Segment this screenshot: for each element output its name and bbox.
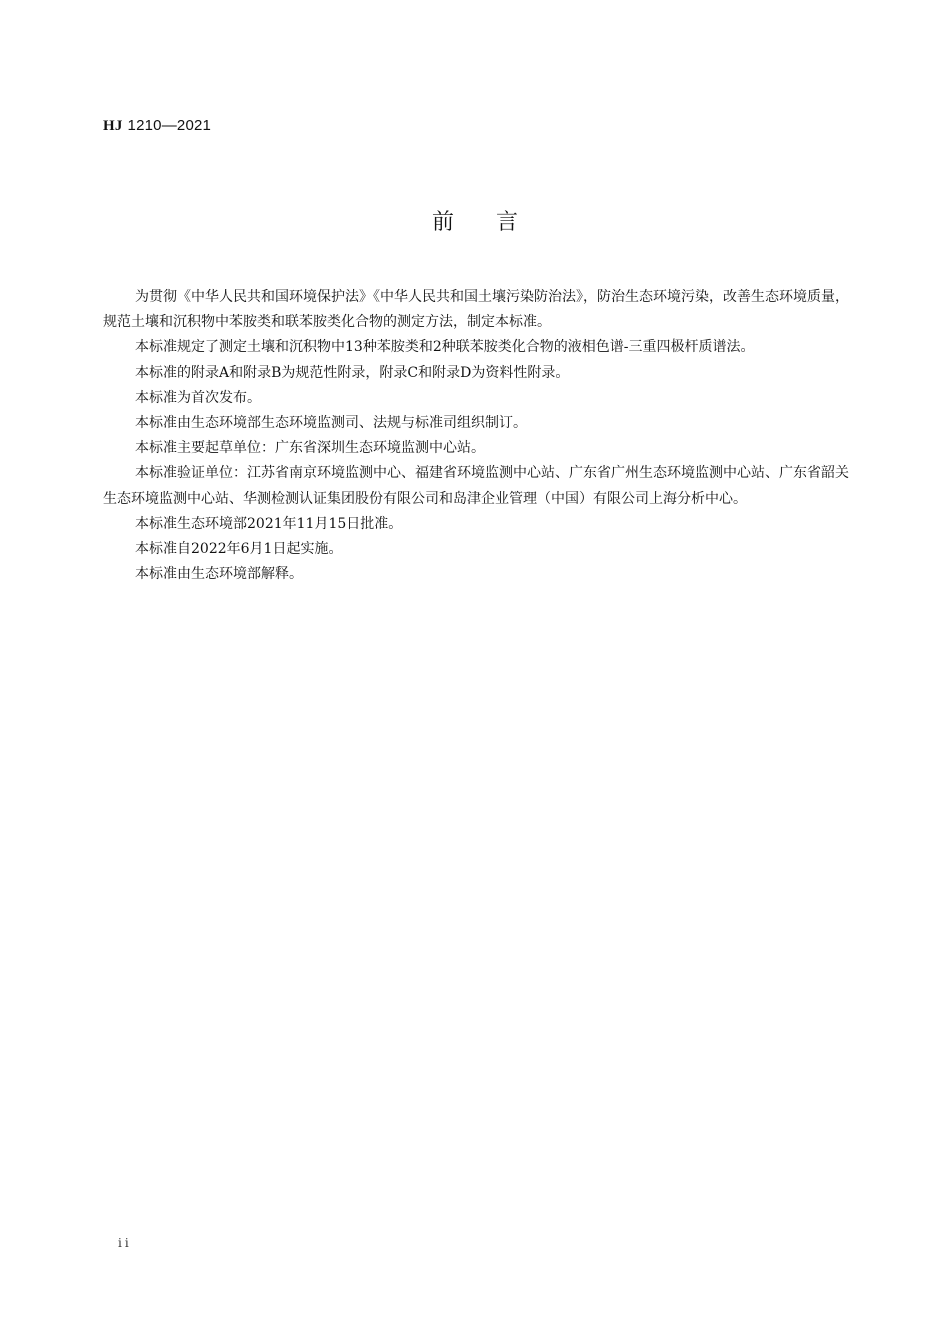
document-code — [103, 116, 211, 135]
paragraph-interpretation: 本标准由生态环境部解释。 — [135, 566, 303, 583]
page-number: ii — [118, 1236, 132, 1250]
paragraph-verifiers: 本标准验证单位：江苏省南京环境监测中心、福建省环境监测中心站、广东省广州生态环境监测中心站、广东省韶关生态环境监测中心站、华测检测认证集团股份有限公司和岛津企业管理（中国）有限公司上海分析中心。 — [103, 465, 849, 507]
paragraph-effective-date: 本标准自2022年6月1日起实施。 — [135, 541, 343, 558]
paragraph-first-release: 本标准为首次发布。 — [135, 389, 261, 406]
paragraph-purpose: 为贯彻《中华人民共和国环境保护法》《中华人民共和国土壤污染防治法》，防治生态环境污染，改善生态环境质量，规范土壤和沉积物中苯胺类和联苯胺类化合物的测定方法，制定本标准。 — [103, 289, 849, 331]
paragraph-scope: 本标准规定了测定土壤和沉积物中13种苯胺类和2种联苯胺类化合物的液相色谱-三重四极杆质谱法。 — [135, 339, 755, 356]
paragraph-appendix: 本标准的附录A和附录B为规范性附录，附录C和附录D为资料性附录。 — [135, 364, 570, 381]
foreword-body — [103, 285, 851, 587]
paragraph-drafter: 本标准主要起草单位：广东省深圳生态环境监测中心站。 — [135, 440, 485, 457]
paragraph-organizer: 本标准由生态环境部生态环境监测司、法规与标准司组织制订。 — [135, 415, 527, 432]
paragraph-approval: 本标准生态环境部2021年11月15日批准。 — [135, 515, 403, 532]
standard-number: 1210—2021 — [127, 117, 212, 134]
page-title: 前言 — [431, 210, 560, 235]
standard-prefix: HJ — [103, 118, 123, 134]
